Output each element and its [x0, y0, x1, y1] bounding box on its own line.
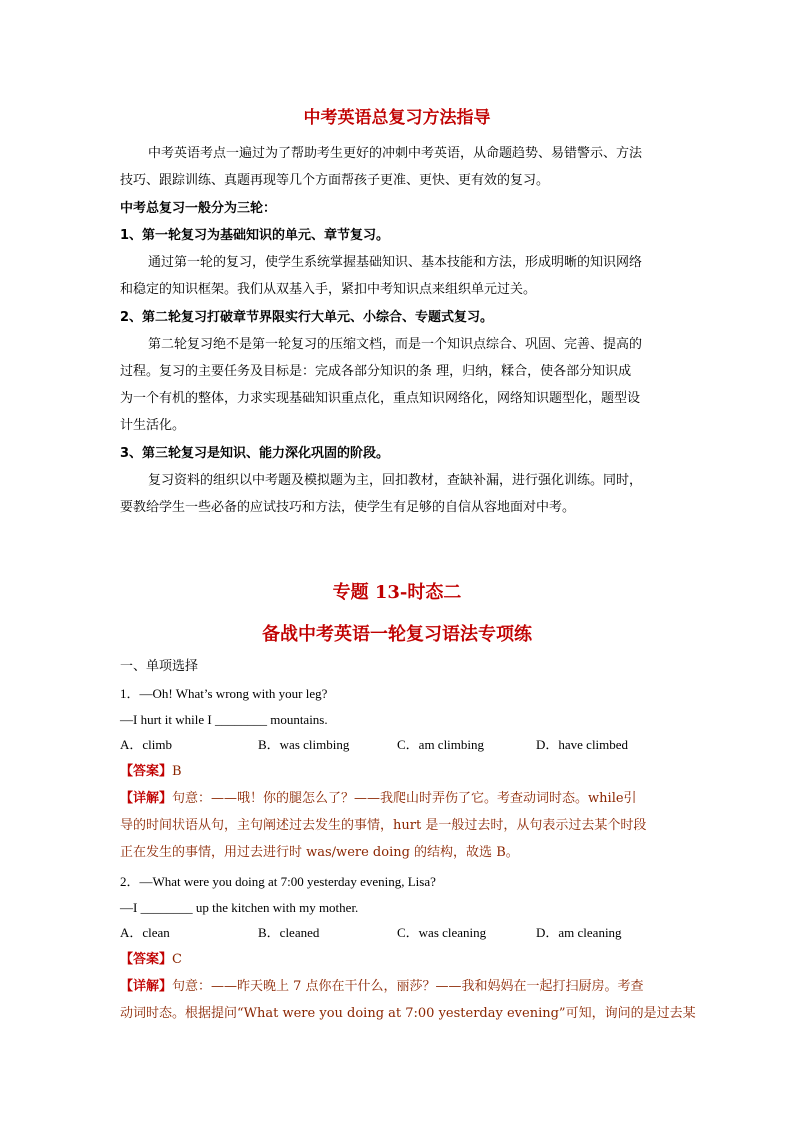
part-heading: 一、单项选择 — [120, 659, 199, 674]
round3-heading: 3、第三轮复习是知识、能力深化巩固的阶段。 — [120, 446, 390, 461]
round1-text-line: 和稳定的知识框架。我们从双基入手，紧扣中考知识点来组织单元过关。 — [120, 282, 537, 297]
option-b: B．was climbing — [258, 737, 350, 752]
round2-text-line: 过程。复习的主要任务及目标是：完成各部分知识的条 理，归纳，糅合，使各部分知识成 — [120, 364, 632, 379]
round3-text-line: 要教给学生一些必备的应试技巧和方法，使学生有足够的自信从容地面对中考。 — [120, 500, 576, 515]
round1-heading: 1、第一轮复习为基础知识的单元、章节复习。 — [120, 228, 390, 243]
round2-text-line: 计生活化。 — [120, 418, 186, 433]
intro-title: 中考英语总复习方法指导 — [303, 108, 491, 128]
option-a: A．clean — [120, 925, 170, 940]
round3-text-line: 复习资料的组织以中考题及模拟题为主，回扣教材，查缺补漏，进行强化训练。同时， — [148, 473, 643, 488]
answer-value: C — [172, 952, 182, 967]
detail-line: 【详解】句意：——哦！你的腿怎么了？——我爬山时弄伤了它。考查动词时态。while引 — [120, 791, 637, 806]
answer-label: 【答案】 — [120, 764, 173, 779]
answer-line — [120, 763, 182, 781]
question-stem: —I hurt it while I ________ mountains. — [120, 712, 328, 727]
option-b: B．cleaned — [258, 925, 320, 940]
answer-label: 【答案】 — [120, 952, 173, 967]
round2-text-line: 为一个有机的整体，力求实现基础知识重点化，重点知识网络化，网络知识题型化，题型设 — [120, 391, 641, 406]
detail-label: 【详解】 — [120, 791, 173, 806]
option-a: A．climb — [120, 737, 172, 752]
round2-text-line: 第二轮复习绝不是第一轮复习的压缩文档，而是一个知识点综合、巩固、完善、提高的 — [148, 337, 643, 352]
round2-heading: 2、第二轮复习打破章节界限实行大单元、小综合、专题式复习。 — [120, 310, 494, 325]
section-subtitle: 备战中考英语一轮复习语法专项练 — [262, 624, 532, 645]
intro-paragraph-line: 中考英语考点一遍过为了帮助考生更好的冲刺中考英语，从命题趋势、易错警示、方法 — [148, 146, 643, 161]
question-stem: 1．—Oh! What’s wrong with your leg? — [120, 686, 328, 701]
answer-line — [120, 951, 182, 969]
option-d: D．have climbed — [536, 737, 629, 752]
question-stem: —I ________ up the kitchen with my mother. — [120, 900, 359, 915]
round1-text-line: 通过第一轮的复习，使学生系统掌握基础知识、基本技能和方法，形成明晰的知识网络 — [148, 255, 643, 270]
detail-label: 【详解】 — [120, 979, 173, 994]
option-c: C．was cleaning — [397, 925, 487, 940]
option-d: D．am cleaning — [536, 925, 622, 940]
question-stem: 2．—What were you doing at 7:00 yesterday evening, Lisa? — [120, 874, 436, 889]
detail-line: 【详解】句意：——昨天晚上 7 点你在干什么，丽莎？——我和妈妈在一起打扫厨房。考查 — [120, 979, 644, 994]
rounds-heading: 中考总复习一般分为三轮： — [120, 201, 277, 216]
section-title: 专题 13-时态二 — [332, 582, 462, 603]
detail-line: 导的时间状语从句，主句阐述过去发生的事情，hurt 是一般过去时，从句表示过去某个时段 — [120, 818, 647, 833]
intro-paragraph-line: 技巧、跟踪训练、真题再现等几个方面帮孩子更准、更快、更有效的复习。 — [120, 173, 550, 188]
answer-value: B — [172, 764, 182, 779]
option-c: C．am climbing — [397, 737, 485, 752]
detail-line: 动词时态。根据提问“What were you doing at 7:00 yesterday evening”可知，询问的是过去某 — [120, 1006, 696, 1021]
detail-line: 正在发生的事情，用过去进行时 was/were doing 的结构，故选 B。 — [120, 845, 519, 860]
